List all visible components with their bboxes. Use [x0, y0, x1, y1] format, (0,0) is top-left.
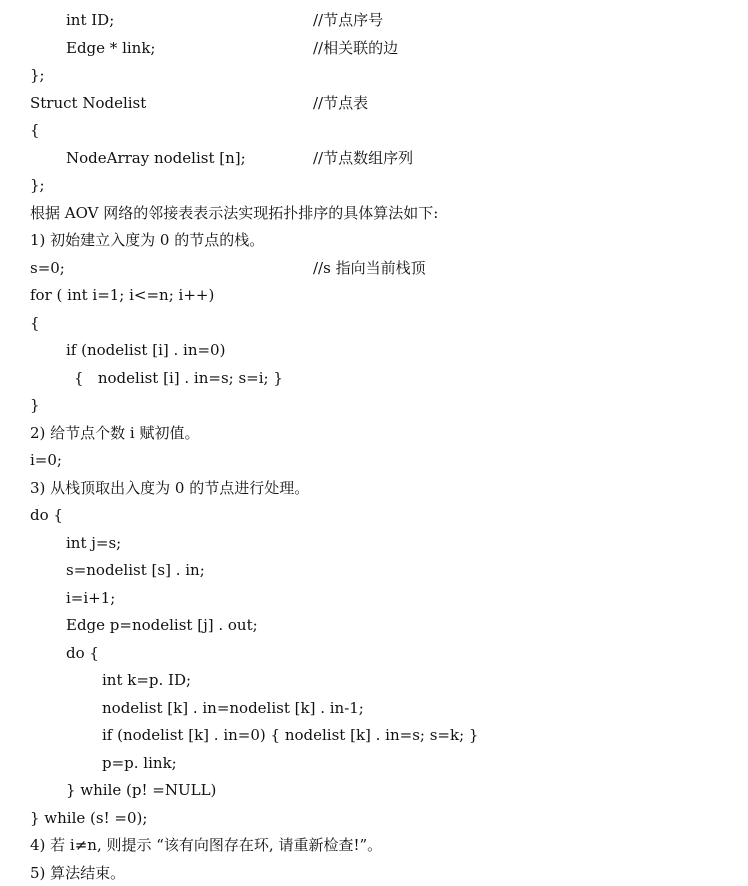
code-line-open-brace	[0, 312, 40, 334]
code-line-nodearray	[0, 147, 414, 169]
paragraph-text: 根据 AOV 网络的邻接表表示法实现拓扑排序的具体算法如下:	[30, 204, 439, 222]
code-line-do-outer	[0, 504, 63, 526]
code-text: do {	[66, 644, 99, 662]
code-text: } while (s! =0);	[30, 809, 148, 827]
code-text: int k=p. ID;	[102, 671, 192, 689]
code-comment: //节点表	[313, 94, 369, 112]
code-text: s=nodelist [s] . in;	[66, 561, 205, 579]
code-line-i-increment	[0, 587, 115, 609]
step-text: 1) 初始建立入度为 0 的节点的栈。	[30, 231, 265, 249]
code-text: }	[30, 396, 40, 414]
code-text: NodeArray nodelist [n];	[66, 149, 246, 167]
code-comment: //节点数组序列	[313, 149, 414, 167]
step-5-heading	[0, 862, 125, 884]
code-text: if (nodelist [k] . in=0) { nodelist [k] . in=s; s=k; }	[102, 726, 479, 744]
step-2-heading	[0, 422, 200, 444]
code-line-close-brace	[0, 394, 40, 416]
code-line-for-loop	[0, 284, 214, 306]
code-line-open-brace	[0, 119, 40, 141]
code-comment: //相关联的边	[313, 39, 399, 57]
code-line-id-field	[0, 9, 384, 31]
step-1-heading	[0, 229, 264, 251]
code-line-if-push	[0, 724, 478, 746]
code-line-edge-p	[0, 614, 258, 636]
code-line-decrement-in	[0, 697, 364, 719]
code-line-int-j	[0, 532, 121, 554]
code-line-s-init	[0, 257, 426, 279]
code-text: nodelist [k] . in=nodelist [k] . in-1;	[102, 699, 364, 717]
code-line-inner-while	[0, 779, 216, 801]
code-text: {	[30, 121, 40, 139]
code-text: i=0;	[30, 451, 62, 469]
code-line-if-in-zero	[0, 339, 225, 361]
step-text: 4) 若 i≠n, 则提示 “该有向图存在环, 请重新检查!”。	[30, 836, 383, 854]
paragraph-algorithm-intro	[0, 202, 438, 224]
code-line-outer-while	[0, 807, 147, 829]
code-line-pop-stack	[0, 559, 205, 581]
code-text: p=p. link;	[102, 754, 177, 772]
code-text: Edge p=nodelist [j] . out;	[66, 616, 258, 634]
code-line-int-k	[0, 669, 191, 691]
code-line-struct-nodelist	[0, 92, 369, 114]
code-text: int ID;	[66, 11, 115, 29]
code-line-push-stack	[0, 367, 283, 389]
code-text: i=i+1;	[66, 589, 116, 607]
code-text: for ( int i=1; i<=n; i++)	[30, 286, 215, 304]
code-text: Struct Nodelist	[30, 94, 147, 112]
code-line-close-brace	[0, 174, 45, 196]
code-comment: //节点序号	[313, 11, 384, 29]
code-text: Edge * link;	[66, 39, 156, 57]
code-text: s=0;	[30, 259, 65, 277]
code-text: do {	[30, 506, 63, 524]
code-line-struct-end	[0, 64, 45, 86]
step-text: 3) 从栈顶取出入度为 0 的节点进行处理。	[30, 479, 310, 497]
code-text: };	[30, 176, 45, 194]
code-line-link-field	[0, 37, 399, 59]
code-text: };	[30, 66, 45, 84]
step-text: 5) 算法结束。	[30, 864, 126, 882]
code-text: {	[30, 314, 40, 332]
code-line-do-inner	[0, 642, 99, 664]
code-text: if (nodelist [i] . in=0)	[66, 341, 226, 359]
code-text: int j=s;	[66, 534, 122, 552]
code-text: } while (p! =NULL)	[66, 781, 217, 799]
step-text: 2) 给节点个数 i 赋初值。	[30, 424, 200, 442]
code-line-p-next	[0, 752, 177, 774]
code-line-i-init	[0, 449, 62, 471]
code-comment: //s 指向当前栈顶	[313, 259, 426, 277]
step-3-heading	[0, 477, 309, 499]
step-4-heading	[0, 834, 382, 856]
code-text: { nodelist [i] . in=s; s=i; }	[74, 369, 283, 387]
